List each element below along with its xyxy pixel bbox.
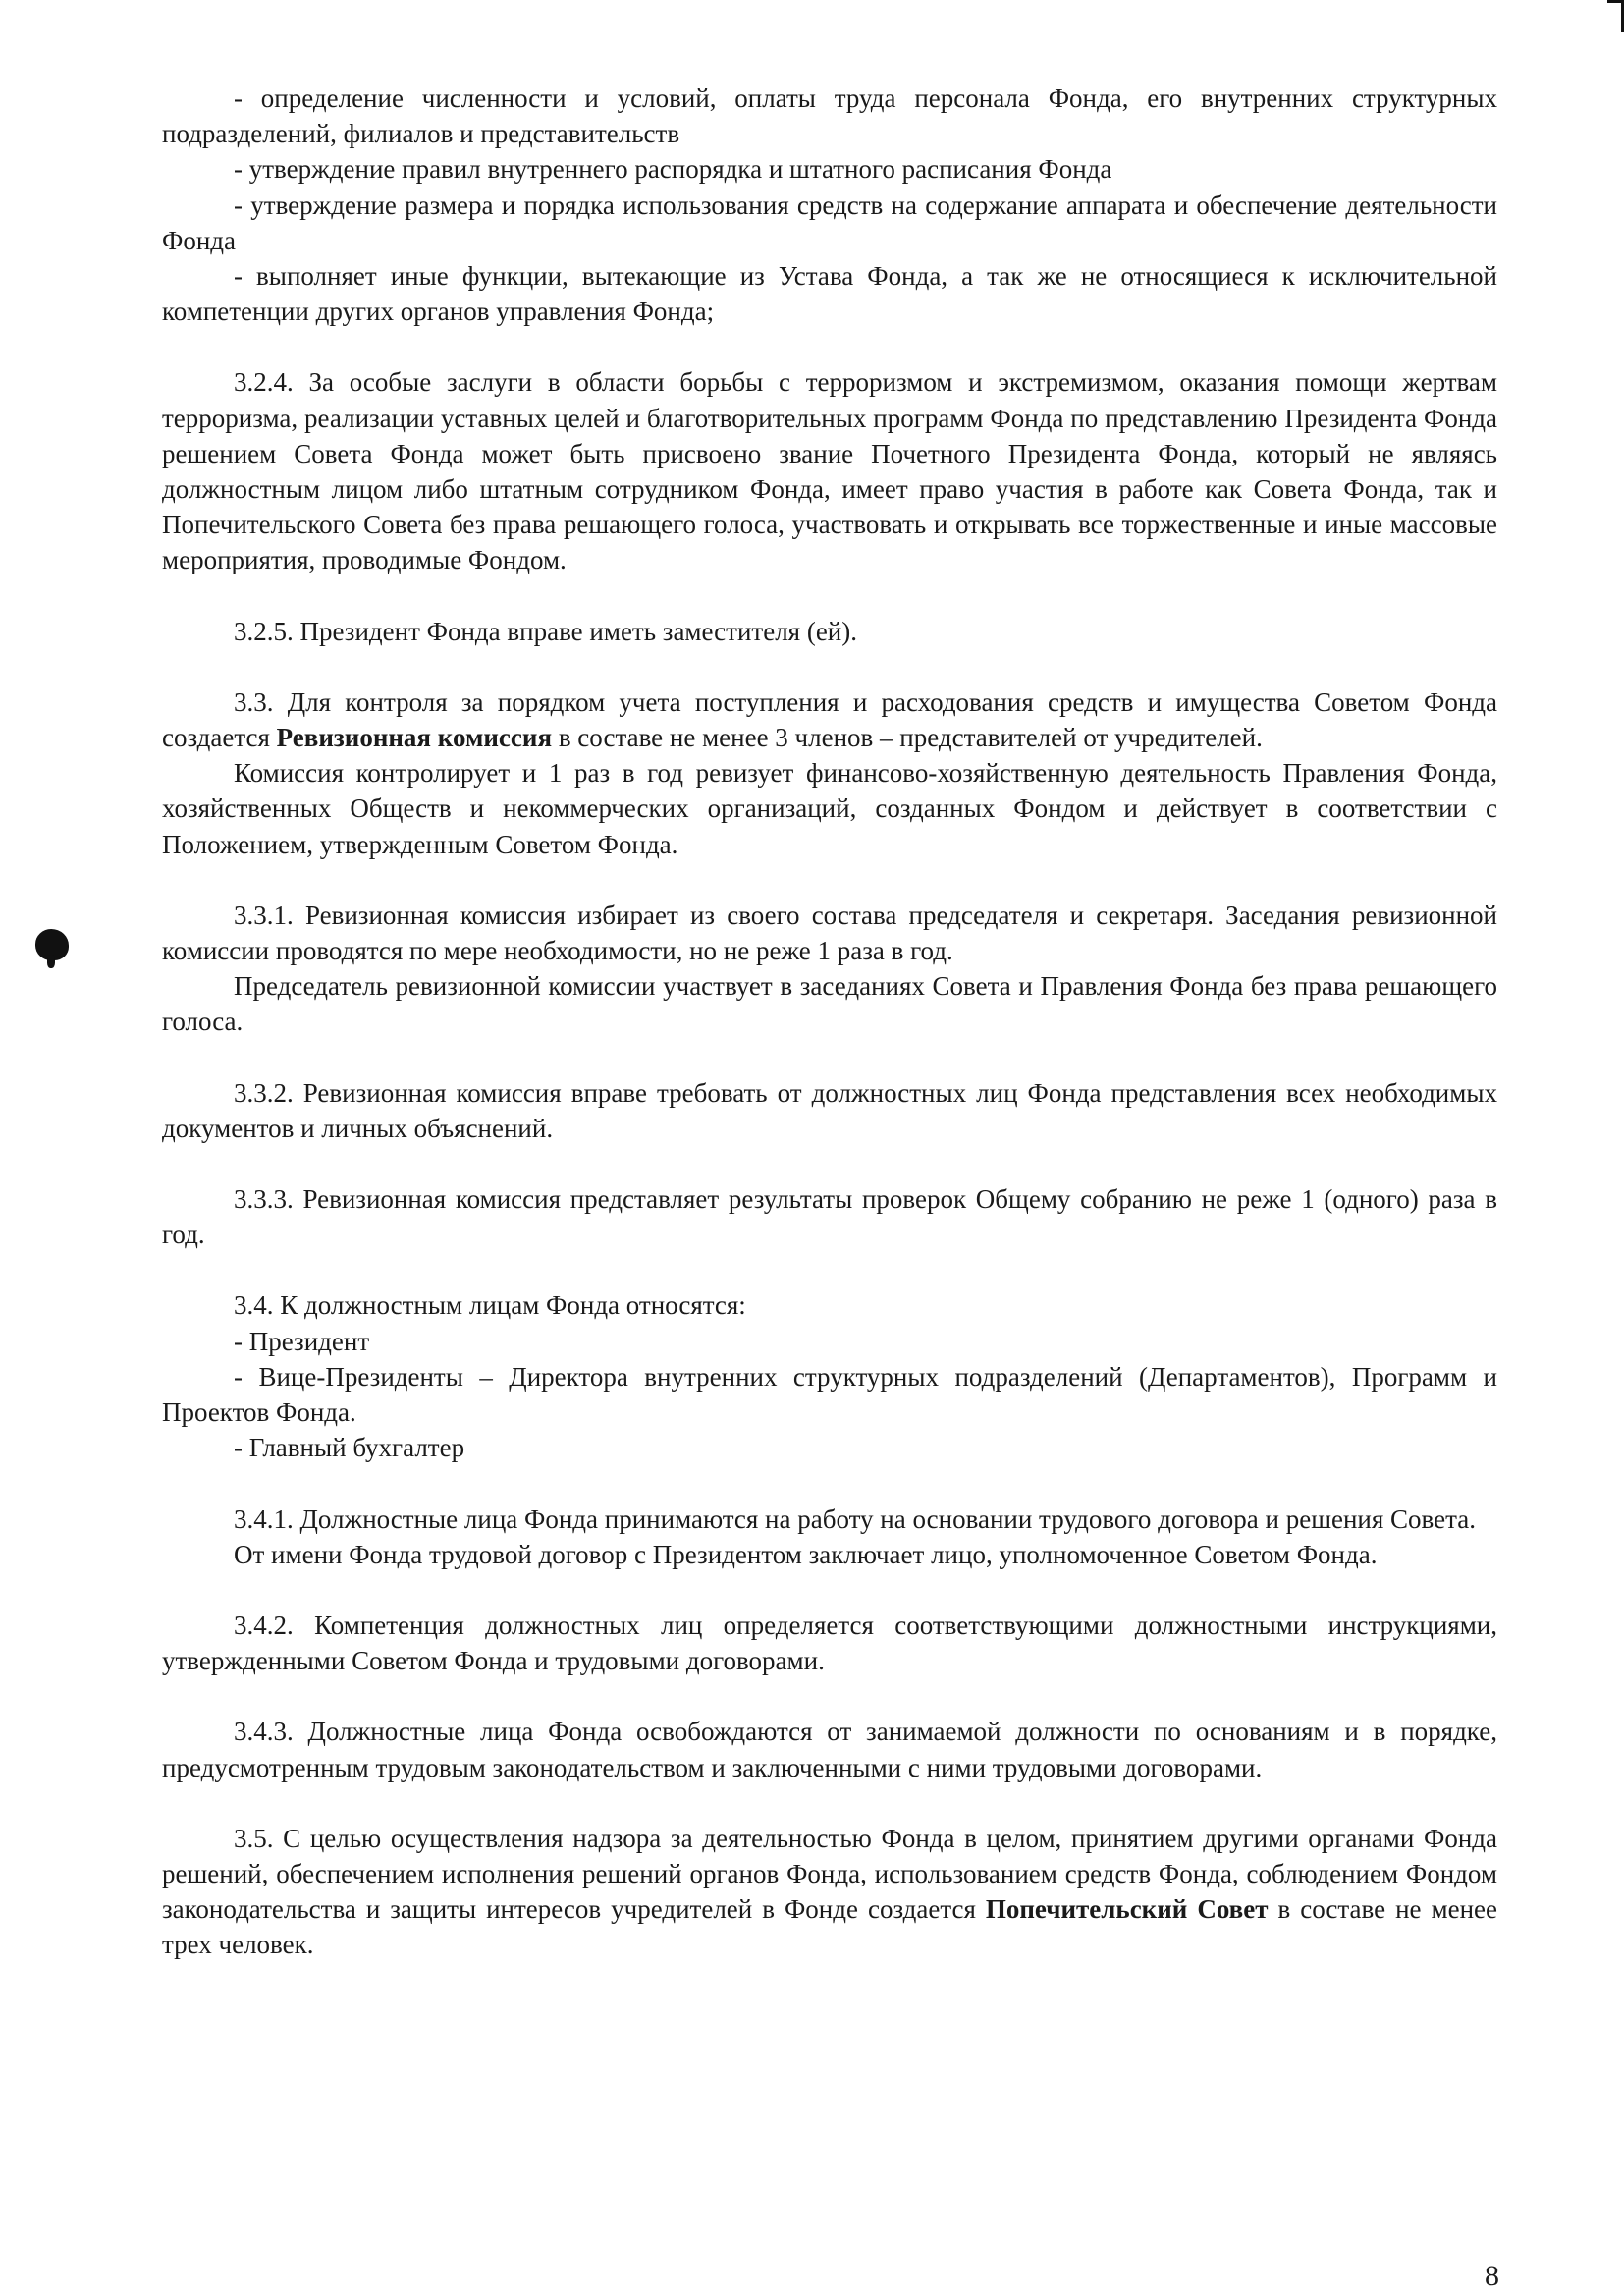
text-segment: - Вице-Президенты – Директора внутренних структурных подразделений (Департаментов), Программ и Проектов Фонда. [162, 1361, 1497, 1428]
paragraph-p18 [162, 1537, 1497, 1572]
paragraph-p2 [162, 151, 1497, 187]
text-segment: 3.3. Для контроля за порядком учета поступления и расходования средств и имущества Советом Фонда создается [162, 686, 1497, 753]
text-segment: 3.2.5. Президент Фонда вправе иметь заместителя (ей). [234, 616, 858, 646]
scan-corner-mark [1607, 0, 1624, 32]
paragraph-p13 [162, 1287, 1497, 1323]
bold-term: Ревизионная комиссия [276, 723, 553, 753]
text-segment: - выполняет иные функции, вытекающие из Устава Фонда, а так же не относящиеся к исключительной компетенции других органов управления Фонда; [162, 261, 1497, 327]
text-segment: 3.3.3. Ревизионная комиссия представляет результаты проверок Общему собранию не реже 1 (одного) раза в год. [162, 1184, 1497, 1250]
paragraph-p5 [162, 364, 1497, 577]
text-segment: От имени Фонда трудовой договор с Президентом заключает лицо, уполномоченное Советом Фонда. [234, 1539, 1378, 1569]
paragraph-p16 [162, 1430, 1497, 1465]
text-segment: - утверждение размера и порядка использования средств на содержание аппарата и обеспечение деятельности Фонда [162, 190, 1497, 255]
text-segment: - определение численности и условий, оплаты труда персонала Фонда, его внутренних структурных подразделений, филиалов и представительств [162, 83, 1497, 149]
text-segment: - утверждение правил внутреннего распорядка и штатного расписания Фонда [234, 154, 1112, 185]
text-segment: - Главный бухгалтер [234, 1433, 465, 1463]
text-segment: 3.5. С целью осуществления надзора за деятельностью Фонда в целом, принятием другими органами Фонда решений, обеспечением исполнения решений органов Фонда, использованием средств Фонда, соблюдением Фондом законодательства и защиты интересов учредителей в Фонде создается [162, 1823, 1497, 1925]
text-segment: в составе не менее трех человек. [162, 1894, 1497, 1960]
paragraph-p10 [162, 968, 1497, 1039]
page-number: 8 [1485, 2260, 1499, 2292]
paragraph-p17 [162, 1502, 1497, 1537]
paragraph-p15 [162, 1359, 1497, 1430]
paragraph-p4 [162, 258, 1497, 329]
text-segment: 3.4.2. Компетенция должностных лиц определяется соответствующими должностными инструкциями, утвержденными Советом Фонда и трудовыми договорами. [162, 1610, 1497, 1676]
paragraph-p20 [162, 1714, 1497, 1784]
text-segment: в составе не менее 3 членов – представителей от учредителей. [552, 723, 1263, 753]
paragraph-p3 [162, 188, 1497, 258]
paragraph-p8 [162, 755, 1497, 862]
text-segment: 3.2.4. За особые заслуги в области борьбы с терроризмом и экстремизмом, оказания помощи жертвам терроризма, реализации уставных целей и благотворительных программ Фонда по представлению Президента Фонда решением Совета Фонда может быть присвоено звание Почетного Президента Фонда, который не являясь должностным лицом либо штатным сотрудником Фонда, имеет право участия в работе как Совета Фонда, так и Попечительского Совета без права решающего голоса, участвовать и открывать все торжественные и иные массовые мероприятия, проводимые Фондом. [162, 367, 1497, 575]
text-segment: - Президент [234, 1326, 370, 1356]
paragraph-p11 [162, 1075, 1497, 1146]
paragraph-p6 [162, 614, 1497, 649]
paragraph-p14 [162, 1324, 1497, 1359]
text-segment: 3.3.2. Ревизионная комиссия вправе требовать от должностных лиц Фонда представления всех необходимых документов и личных объяснений. [162, 1077, 1497, 1143]
text-segment: 3.4.3. Должностные лица Фонда освобождаются от занимаемой должности по основаниям и в порядке, предусмотренным трудовым законодательством и заключенными с ними трудовыми договорами. [162, 1717, 1497, 1782]
text-segment: 3.4. К должностным лицам Фонда относятся: [234, 1290, 746, 1321]
document-page [162, 81, 1497, 1963]
paragraph-p21 [162, 1821, 1497, 1963]
text-segment: Председатель ревизионной комиссии участвует в заседаниях Совета и Правления Фонда без права решающего голоса. [162, 971, 1497, 1037]
paragraph-p12 [162, 1181, 1497, 1252]
ink-blot [35, 929, 69, 960]
bold-term: Попечительский Совет [985, 1894, 1269, 1925]
text-segment: Комиссия контролирует и 1 раз в год ревизует финансово-хозяйственную деятельность Правления Фонда, хозяйственных Обществ и некоммерческих организаций, созданных Фондом и действует в соответствии с Положением, утвержденным Советом Фонда. [162, 758, 1497, 859]
paragraph-p1 [162, 81, 1497, 151]
text-segment: 3.4.1. Должностные лица Фонда принимаются на работу на основании трудового договора и решения Совета. [234, 1503, 1476, 1534]
paragraph-p9 [162, 898, 1497, 968]
text-segment: 3.3.1. Ревизионная комиссия избирает из своего состава председателя и секретаря. Заседания ревизионной комиссии проводятся по мере необходимости, но не реже 1 раза в год. [162, 900, 1497, 966]
paragraph-p7 [162, 684, 1497, 755]
paragraph-p19 [162, 1608, 1497, 1678]
